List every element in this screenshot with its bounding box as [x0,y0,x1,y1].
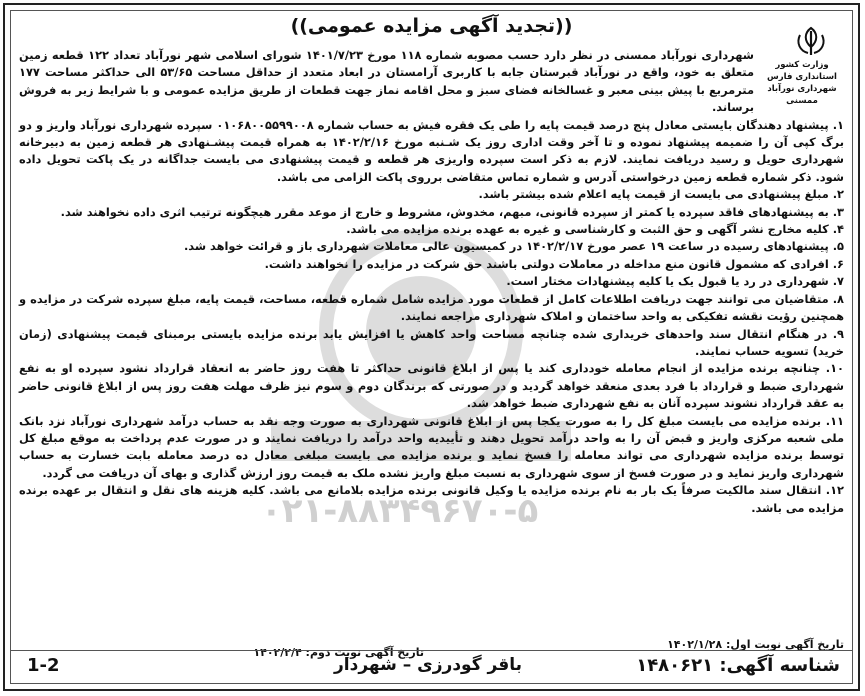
condition-item: ۱۲. انتقال سند مالکیت صرفاً یک بار به نام برنده مزایده یا وکیل قانونی برنده مزایده بلامانع می باشد. کلیه هزینه های نقل و انتقال بر عهده برنده مزایده می باشد. [19,483,844,515]
condition-item: ۷. شهرداری در رد یا قبول یک یا کلیه پیشنهادات مختار است. [506,274,844,289]
second-publication-date: تاریخ آگهی نوبت دوم: ۱۴۰۲/۲/۴ [253,646,424,659]
condition-item: ۱۰. چنانچه برنده مزایده از انجام معامله خودداری کند یا پس از ابلاغ قانونی حداکثر تا هفت روز حاضر به انعقاد قرارداد نشود سپرده او به نفع شهرداری ضبط و قرارداد با فرد بعدی منعقد خواهد گردید و در صورتی که برندگان دوم و سوم نیز ظرف مهلت هفت روز پس از ابلاغ قانونی حاضر به عقد قرارداد نشوند سپرده آنان به نفع شهرداری ضبط خواهد شد. [19,361,844,411]
ad-body [19,47,844,517]
intro-paragraph: شهرداری نورآباد ممسنی در نظر دارد حسب مصوبه شماره ۱۱۸ مورخ ۱۴۰۱/۷/۲۳ شورای اسلامی شهر نورآباد تعداد ۱۲۲ قطعه زمین متعلق به خود، واقع در نورآباد قبرستان جابه با کاربری آرامستان در ابعاد متعدد از حداقل مساحت ۵۳/۶۵ الی حداکثر مساحت ۱۷۷ مترمربع با پیش بینی معبر و غسالخانه فضای سبز و محل اقامه نماز جهت قطعات از طریق مزایده عمومی و با شرایط زیر به فروش برساند. [19,48,754,115]
issuer-municipality: شهرداری نورآباد ممسنی [767,84,837,106]
mayor-signature: باقر گودرزی – شهردار [333,655,522,675]
ad-inner-border [10,10,853,684]
ad-frame [3,3,860,691]
condition-item: ۱. پیشنهاد دهندگان بایستی معادل پنج درصد قیمت پایه را طی یک فقره فیش به حساب شماره ۰۱۰۶۸۰۰۵۵۹۹۰۰۸ سپرده شهرداری نورآباد واریز و دو برگ کپی آن را ضمیمه پیشنهاد نموده و تا آخر وقت اداری روز یک شـنبه مورخ ۱۴۰۲/۲/۱۶ به همراه قیمت پیشـنهادی هر قطعه زمین به دبیرخانه شهرداری حویل و رسید دریافت نمایند. لازم به ذکر است سپرده واریزی هر قطعه و قیمت پیشنهادی می بایست جداگانه در یک پاکت تحویل داده شود. ذکر شماره قطعه زمین درخواستی آدرس و شماره تماس متقاضی برروی پاکت الزامی می باشد. [19,117,844,184]
condition-item: ۸. متقاضیان می توانند جهت دریافت اطلاعات کامل از قطعات مورد مزایده شامل شماره قطعه، مساحت، قیمت پایه، مبلغ سپرده شرکت در مزایده و همچنین رؤیت نقشه تفکیکی به واحد ساختمان و املاک شهرداری مراجعه نمایند. [19,291,844,324]
issuer-province: استانداری فارس [767,72,837,82]
condition-item: ۲. مبلغ پیشنهادی می بایست از قیمت پایه اعلام شده بیشتر باشد. [478,187,844,202]
issuer-ministry: وزارت کشور [775,60,829,70]
condition-item: ۴. کلیه مخارج نشر آگهی و حق الثبت و کارشناسی و غیره به عهده برنده مزایده می باشد. [346,222,844,237]
watermark-phone: ۰۲۱-۸۸۳۴۹۶۷۰-۵ [261,491,539,531]
condition-item: ۱۱. برنده مزایده می بایست مبلغ کل را به صورت یکجا پس از ابلاغ قانونی شهرداری به صورت وجه نقد به حساب درآمد شهرداری نورآباد نزد بانک ملی شعبه مرکزی واریز و قبض آن را به واحد درآمد تحویل دهند و تأییدیه واحد درآمد را دریافت نمایند و در صورت عدم پرداخت به موقع مبلغ کل توسط برنده مزایده شهرداری می تواند معامله را فسخ نماید و برنده مزایده می بایست مبلغی معادل ده درصد معامله بابت خسارت به حساب شهرداری واریز نماید و در صورت فسخ از سوی شهرداری به نسبت مبلغ واریز نشده ملک به قیمت روز ارزش گذاری و بهای آن دریافت می گردد. [19,413,844,480]
ad-footer [11,650,852,683]
condition-item: ۶. افرادی که مشمول قانون منع مداخله در معاملات دولتی باشند حق شرکت در مزایده را نخواهند داشت. [264,256,844,271]
condition-item: ۳. به پیشنهادهای فاقد سپرده یا کمتر از سپرده قانونی، مبهم، مخدوش، مشروط و خارج از موعد مقرر هیچگونه ترتیب اثری داده نخواهند شد. [60,204,844,219]
ad-title: ((تجدید آگهی مزایده عمومی)) [290,15,573,37]
condition-item: ۵. پیشنهادهای رسیده در ساعت ۱۹ عصر مورخ ۱۴۰۲/۲/۱۷ در کمیسیون عالی معاملات شهرداری باز و قرائت خواهد شد. [183,239,844,254]
condition-item: ۹. در هنگام انتقال سند واحدهای خریداری شده چنانچه مساحت واحد کاهش یا افزایش یابد برنده مزایده بایستی برمبنای قیمت پیشنهادی (زمان خرید) تسویه حساب نمایند. [19,326,844,358]
page-number: 1-2 [27,655,60,676]
ad-id: شناسه آگهی: ۱۴۸۰۶۲۱ [636,655,840,676]
first-publication-date: تاریخ آگهی نوبت اول: ۱۴۰۲/۱/۲۸ [667,638,844,651]
